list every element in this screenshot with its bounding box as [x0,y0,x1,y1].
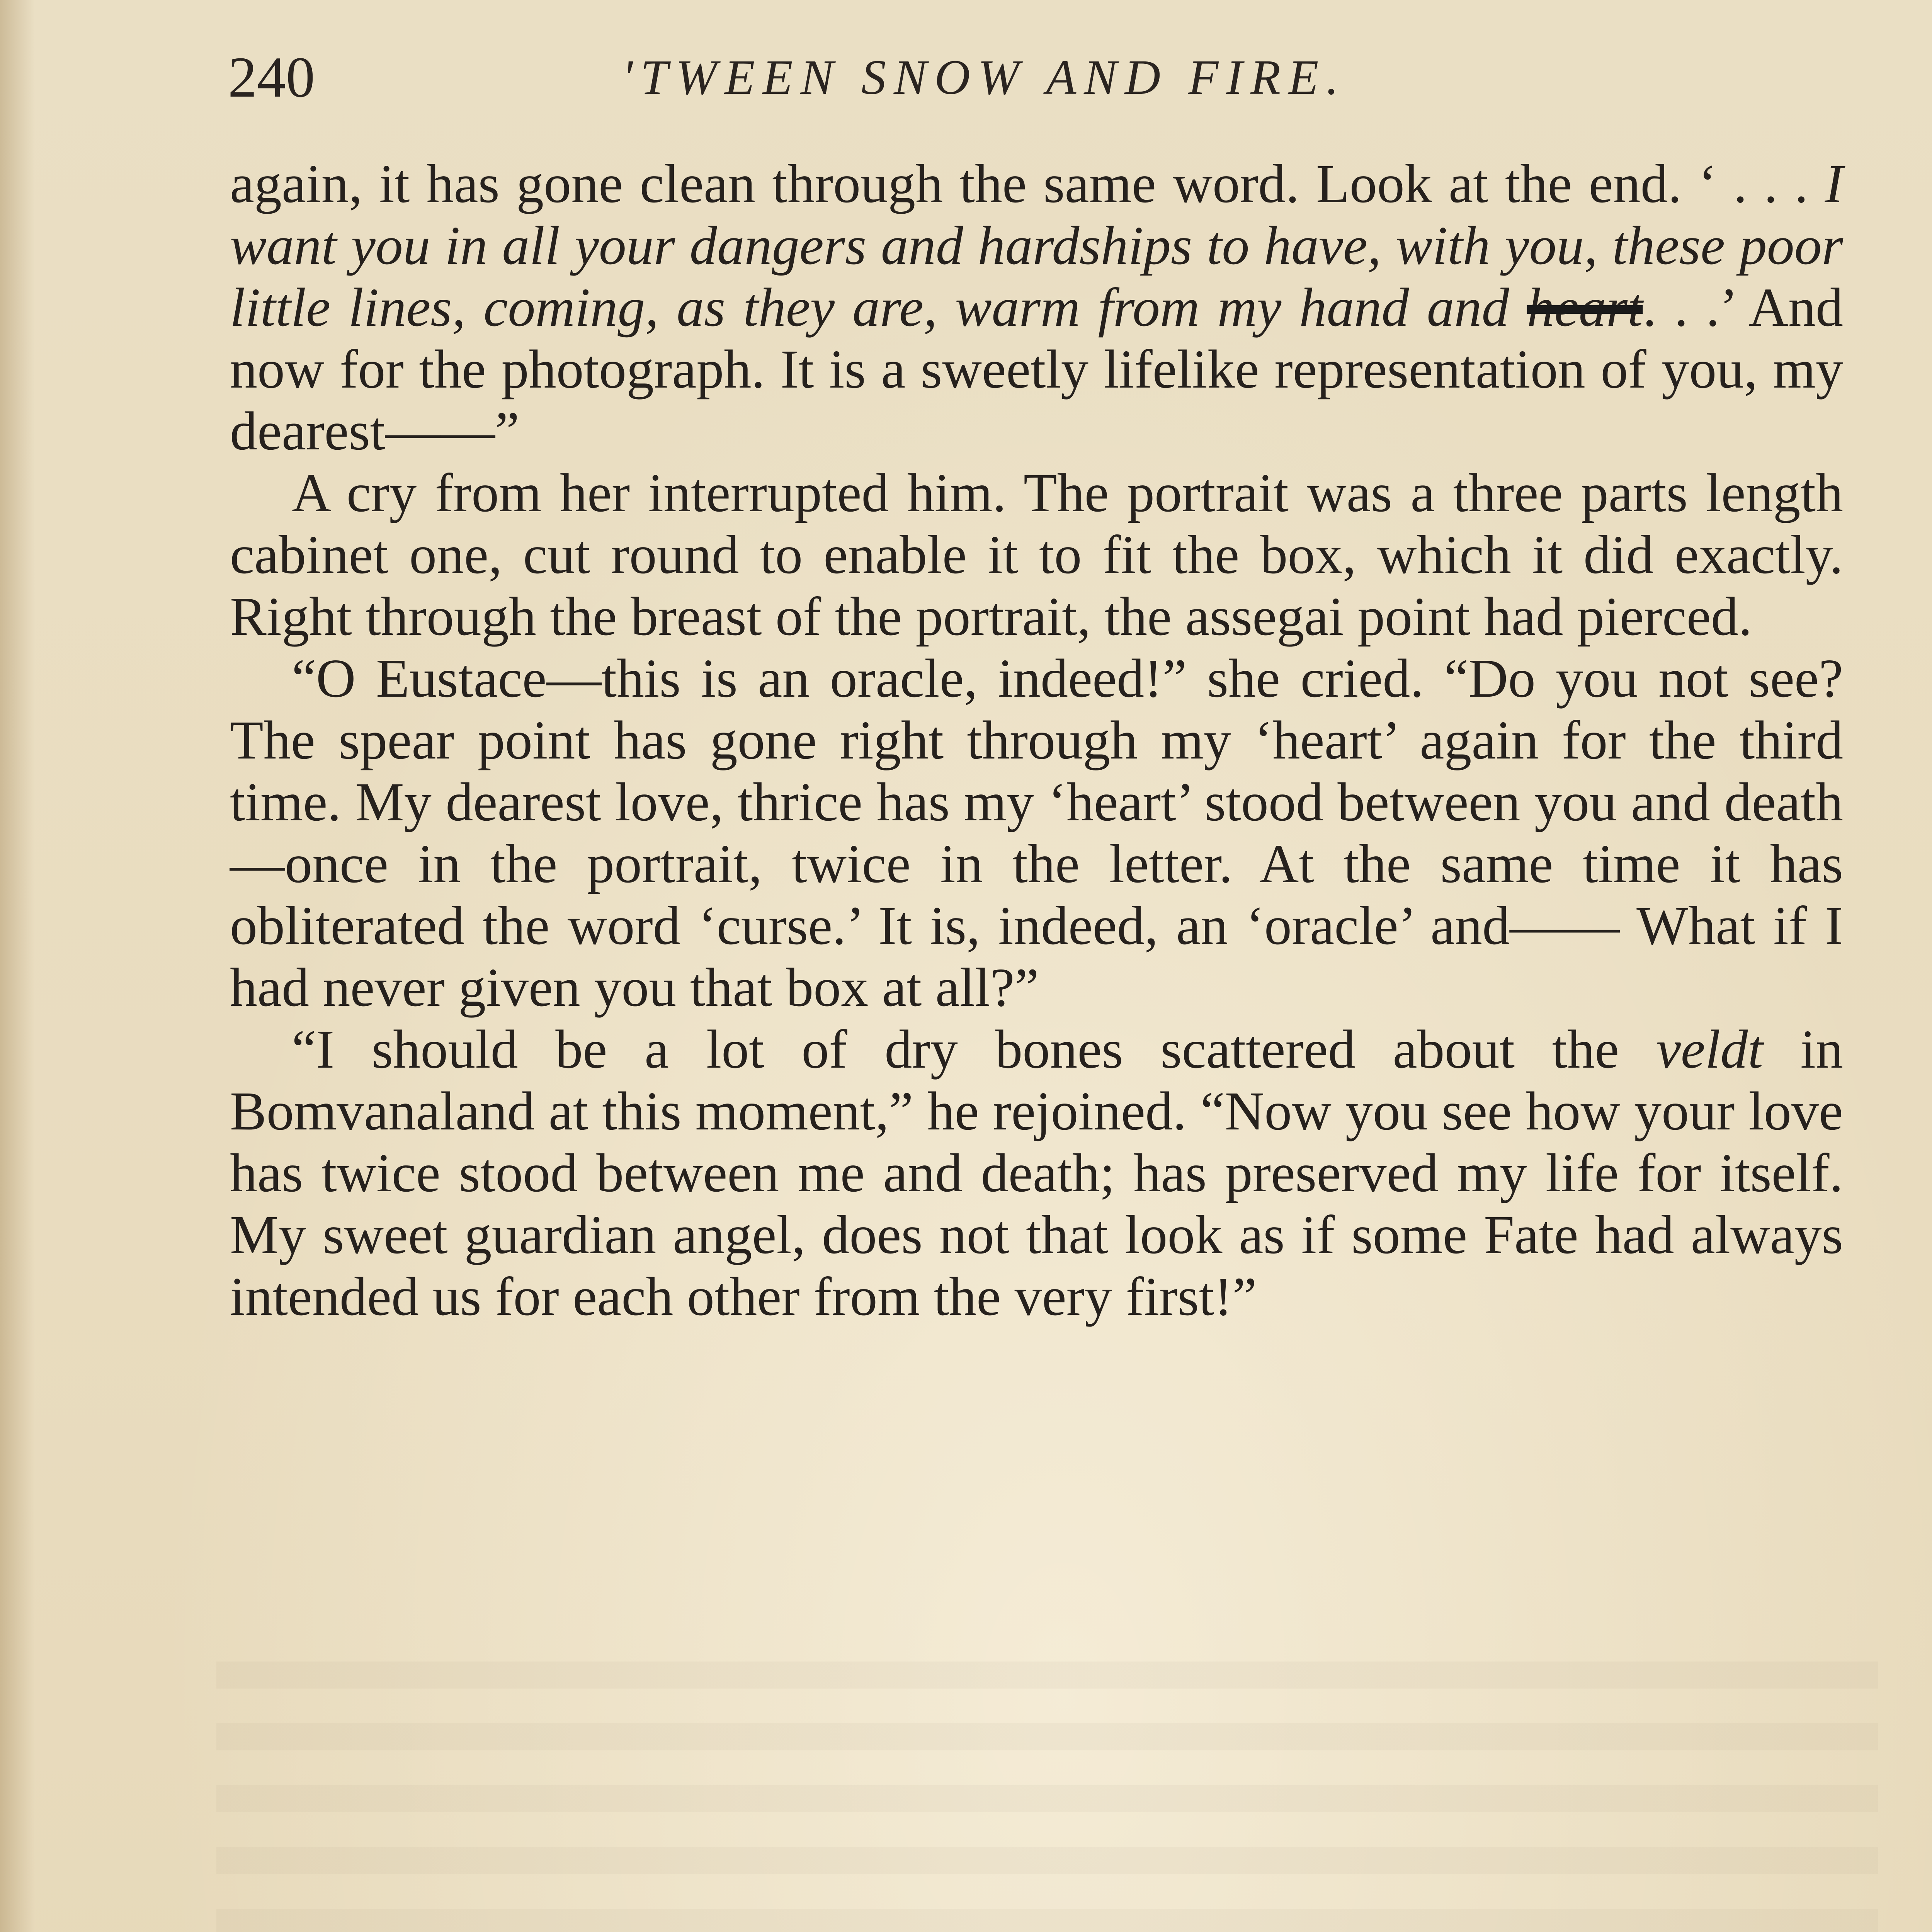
veldt-italic: veldt [1656,1019,1763,1080]
paragraph-1-text-a: again, it has gone clean through the same word. Look at the end. ‘ . . . [230,153,1825,214]
paragraph-2: A cry from her interrupted him. The portrait was a three parts length cabinet one, cut round to enable it to fit the box, which it did exactly. Right through the breast of the portrait, the assegai point had pierced. [230,462,1843,647]
paragraph-4-text-a: “I should be a lot of dry bones scattered about the [292,1019,1656,1080]
quoted-letter-text: I want you in all your dangers and hardships to have, with you, these poor little lines, coming, as they are, warm from my hand and [230,153,1843,338]
show-through-text [216,1662,1878,1932]
body-text [230,153,1843,1327]
page-number: 240 [228,45,315,109]
paragraph-1 [230,153,1843,462]
running-head [228,41,1843,114]
struck-word: heart [1527,277,1643,338]
running-title: 'TWEEN SNOW AND FIRE. [622,50,1347,105]
paragraph-4 [230,1018,1843,1327]
paragraph-4-text-b: in Bomvanaland at this moment,” he rejoined. “Now you see how your love has twice stood between me and death; has preserved my life for itself. My sweet guardian angel, does not that look as if some Fate had always intended us for each other from the very first!” [230,1019,1844,1327]
paragraph-3: “O Eustace—this is an oracle, indeed!” she cried. “Do you not see? The spear point has gone right through my ‘heart’ again for the third time. My dearest love, thrice has my ‘heart’ stood between you and death—once in the portrait, twice in the letter. At the same time it has obliterated the word ‘curse.’ It is, indeed, an ‘oracle’ and—— What if I had never given you that box at all?” [230,648,1843,1018]
paragraph-1-text-b: . . .’ And now for the photograph. It is a sweetly lifelike representation of you, my dearest——” [230,277,1843,461]
